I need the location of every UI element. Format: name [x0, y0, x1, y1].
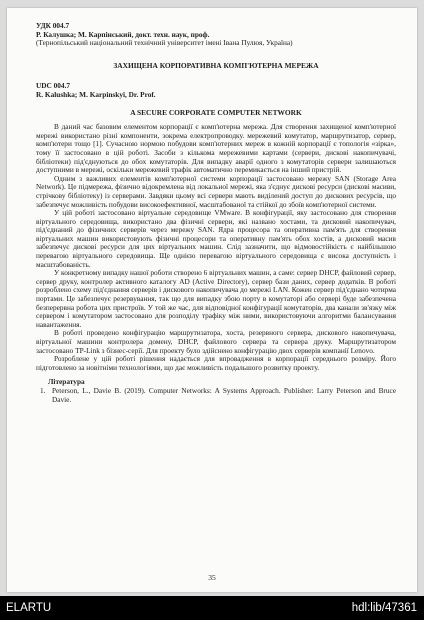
authors-ua: Р. Калушка; М. Карпінський, докт. техн. наук, проф. [36, 29, 210, 39]
body-paragraph-6: Розроблене у цій роботі рішення надається для впровадження в корпорації середнього розміру. Його підготовлено за новітніми технологіями, що дає можливість подальшого розвитку проекту. [36, 354, 396, 372]
reference-item [40, 387, 396, 404]
udc-code-en: UDC 004.7 [36, 81, 71, 91]
paper-title-ua: ЗАХИЩЕНА КОРПОРАТИВНА КОМП'ЮТЕРНА МЕРЕЖА [113, 60, 319, 70]
body-paragraph-5: В роботі проведено конфігурацію маршрутизатора, хоста, резервного сервера, дискового накопичувача, віртуальної машини контролера домену, DHCP, файлового сервера та сервера друку. Маршрутизатором застосовано TP-Link з бізнес-серії. Для проекту було здійснено конфігурацію двох серверів компанії Lenovo. [36, 328, 396, 355]
reference-text: Peterson, L., Davie B. (2019). Computer Networks: A Systems Approach. Publisher: Larry Peterson and Bruce Davie. [52, 385, 396, 404]
references-heading: Література [48, 377, 85, 387]
paper-title-en: A SECURE CORPORATE COMPUTER NETWORK [130, 107, 302, 117]
authors-en: R. Kalushka; M. Karpinskyi, Dr. Prof. [36, 89, 156, 99]
body-paragraph-2: Одним з важливих елементів комп'ютерної системи корпорації застосовано мережу SAN (Storage Area Network). Це підмережа, фізично відокремлена від локальної мережі, яка з'єднує дискові ресурси (дискові масиви, стрічкову бібліотеку) із серверами. Завдяки цьому всі сервери мають виділений доступ до дискових ресурсів, що забезпечує можливість побудови високоефективної, масштабованої та стійкої до збоїв комп'ютерної системи. [36, 173, 396, 209]
body-paragraph-1: В даний час базовим елементом корпорації є комп'ютерна мережа. Для створення захищеної комп'ютерної мережі використано різні компоненти, зокрема електропроводку. мережевий комутатор, маршрутизатор, сервер, комп'ютери тощо [1]. Сучасною нормою побудови комп'ютерних мереж в кожній корпорації є топологія «зірка», тому її застосовано в цій роботі. Засоби з кількома мережевими картами (сервери, дискові накопичувачі, бібліотеки) під'єднуються до обох комутаторів. Для випадку аварії одного з комутаторів сервери залишаються доступними в мережі, оскільки мережевий трафік автоматично перемикається на інший пристрій. [36, 122, 396, 175]
body-paragraph-3: У цій роботі застосовано віртуальне середовище VMware. В конфігурації, яку застосовано для створення віртуального середовища, використано два фізичні сервери, які названо хостами, та дисковий накопичувач, під'єднаний до фізичних серверів через мережу SAN. Ядра процесора та оперативна пам'ять для створення віртуальних машин використовують фізичні процесори та оперативну пам'ять обох хостів, а дисковий масив забезпечує дискові ресурси для цих віртуальних машин. Слід зазначити, що відмовостійкість є найбільшою перевагою віртуального середовища. Ще однією перевагою віртуального середовища є висока доступність і масштабованість. [36, 208, 396, 269]
page-number: 35 [208, 573, 216, 582]
udk-code-ua: УДК 004.7 [36, 21, 70, 30]
affiliation-ua: (Тернопільський національний технічний університет імені Івана Пулюя, Україна) [36, 38, 293, 48]
repository-footer-bar [0, 596, 424, 620]
page-content [36, 22, 396, 404]
repository-name: ELARTU [6, 602, 52, 614]
reference-number: 1. [40, 385, 46, 395]
handle-identifier[interactable]: hdl:lib/47361 [351, 602, 417, 614]
body-paragraph-4: У конкретному випадку нашої роботи створено 6 віртуальних машин, а саме: сервер DHCP, файловий сервер, сервер друку, контролер активного каталогу AD (Active Directory), сервер бази даних, сервер додатків. В роботі розроблено схему під'єднання серверів і дискового накопичувача до мережі LAN. Кожен сервер під'єднано чотирма портами. Це забезпечує резервування, так що для випадку збою порту в комутаторі або сервері буде забезпечена безперервна робота цих пристроїв. У той же час, для відповідної конфігурації комутаторів, два канали зв'язку між сервером і комутатором застосовано для розподілу трафіку між ними, використовуючи алгоритми балансування навантаження. [36, 268, 396, 329]
document-page [7, 8, 417, 592]
